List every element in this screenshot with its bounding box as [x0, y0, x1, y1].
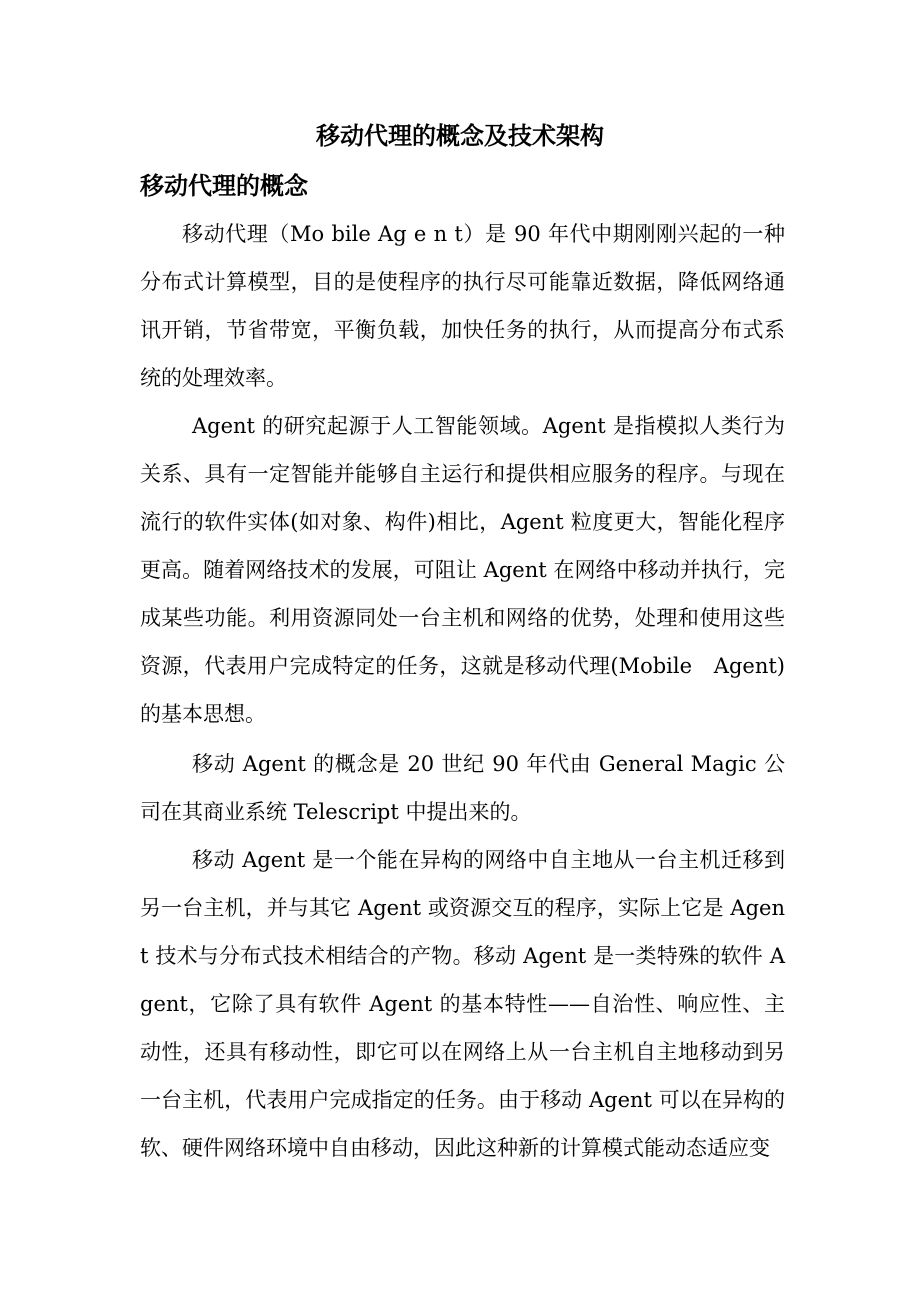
- document-title: 移动代理的概念及技术架构: [316, 121, 604, 150]
- paragraph-mobile-agent-characteristics: 移动 Agent 是一个能在异构的网络中自主地从一台主机迁移到另一台主机，并与其它 Agent 或资源交互的程序，实际上它是 Agent 技术与分布式技术相结合的产物。移动 Agent 是一类特殊的软件 Agent，它除了具有软件 Agent 的基本特性——自治性、响应性、主动性，还具有移动性，即它可以在网络上从一台主机自主地移动到另一台主机，代表用户完成指定的任务。由于移动 Agent 可以在异构的软、硬件网络环境中自由移动，因此这种新的计算模式能动态适应变: [140, 848, 785, 1160]
- paragraph-mobile-agent-definition: 移动代理（Mo bile Ag e n t）是 90 年代中期刚刚兴起的一种分布式计算模型，目的是使程序的执行尽可能靠近数据，降低网络通讯开销，节省带宽，平衡负载，加快任务的执行，从而提高分布式系统的处理效率。: [140, 222, 785, 390]
- paragraph-agent-origin: Agent 的研究起源于人工智能领域。Agent 是指模拟人类行为关系、具有一定智能并能够自主运行和提供相应服务的程序。与现在流行的软件实体(如对象、构件)相比，Agent 粒度更大，智能化程序更高。随着网络技术的发展，可阻让 Agent 在网络中移动并执行，完成某些功能。利用资源同处一台主机和网络的优势，处理和使用这些资源，代表用户完成特定的任务，这就是移动代理(Mobile Agent)的基本思想。: [140, 414, 785, 726]
- section-heading: 移动代理的概念: [140, 171, 308, 200]
- paragraph-general-magic: 移动 Agent 的概念是 20 世纪 90 年代由 General Magic 公司在其商业系统 Telescript 中提出来的。: [140, 752, 785, 824]
